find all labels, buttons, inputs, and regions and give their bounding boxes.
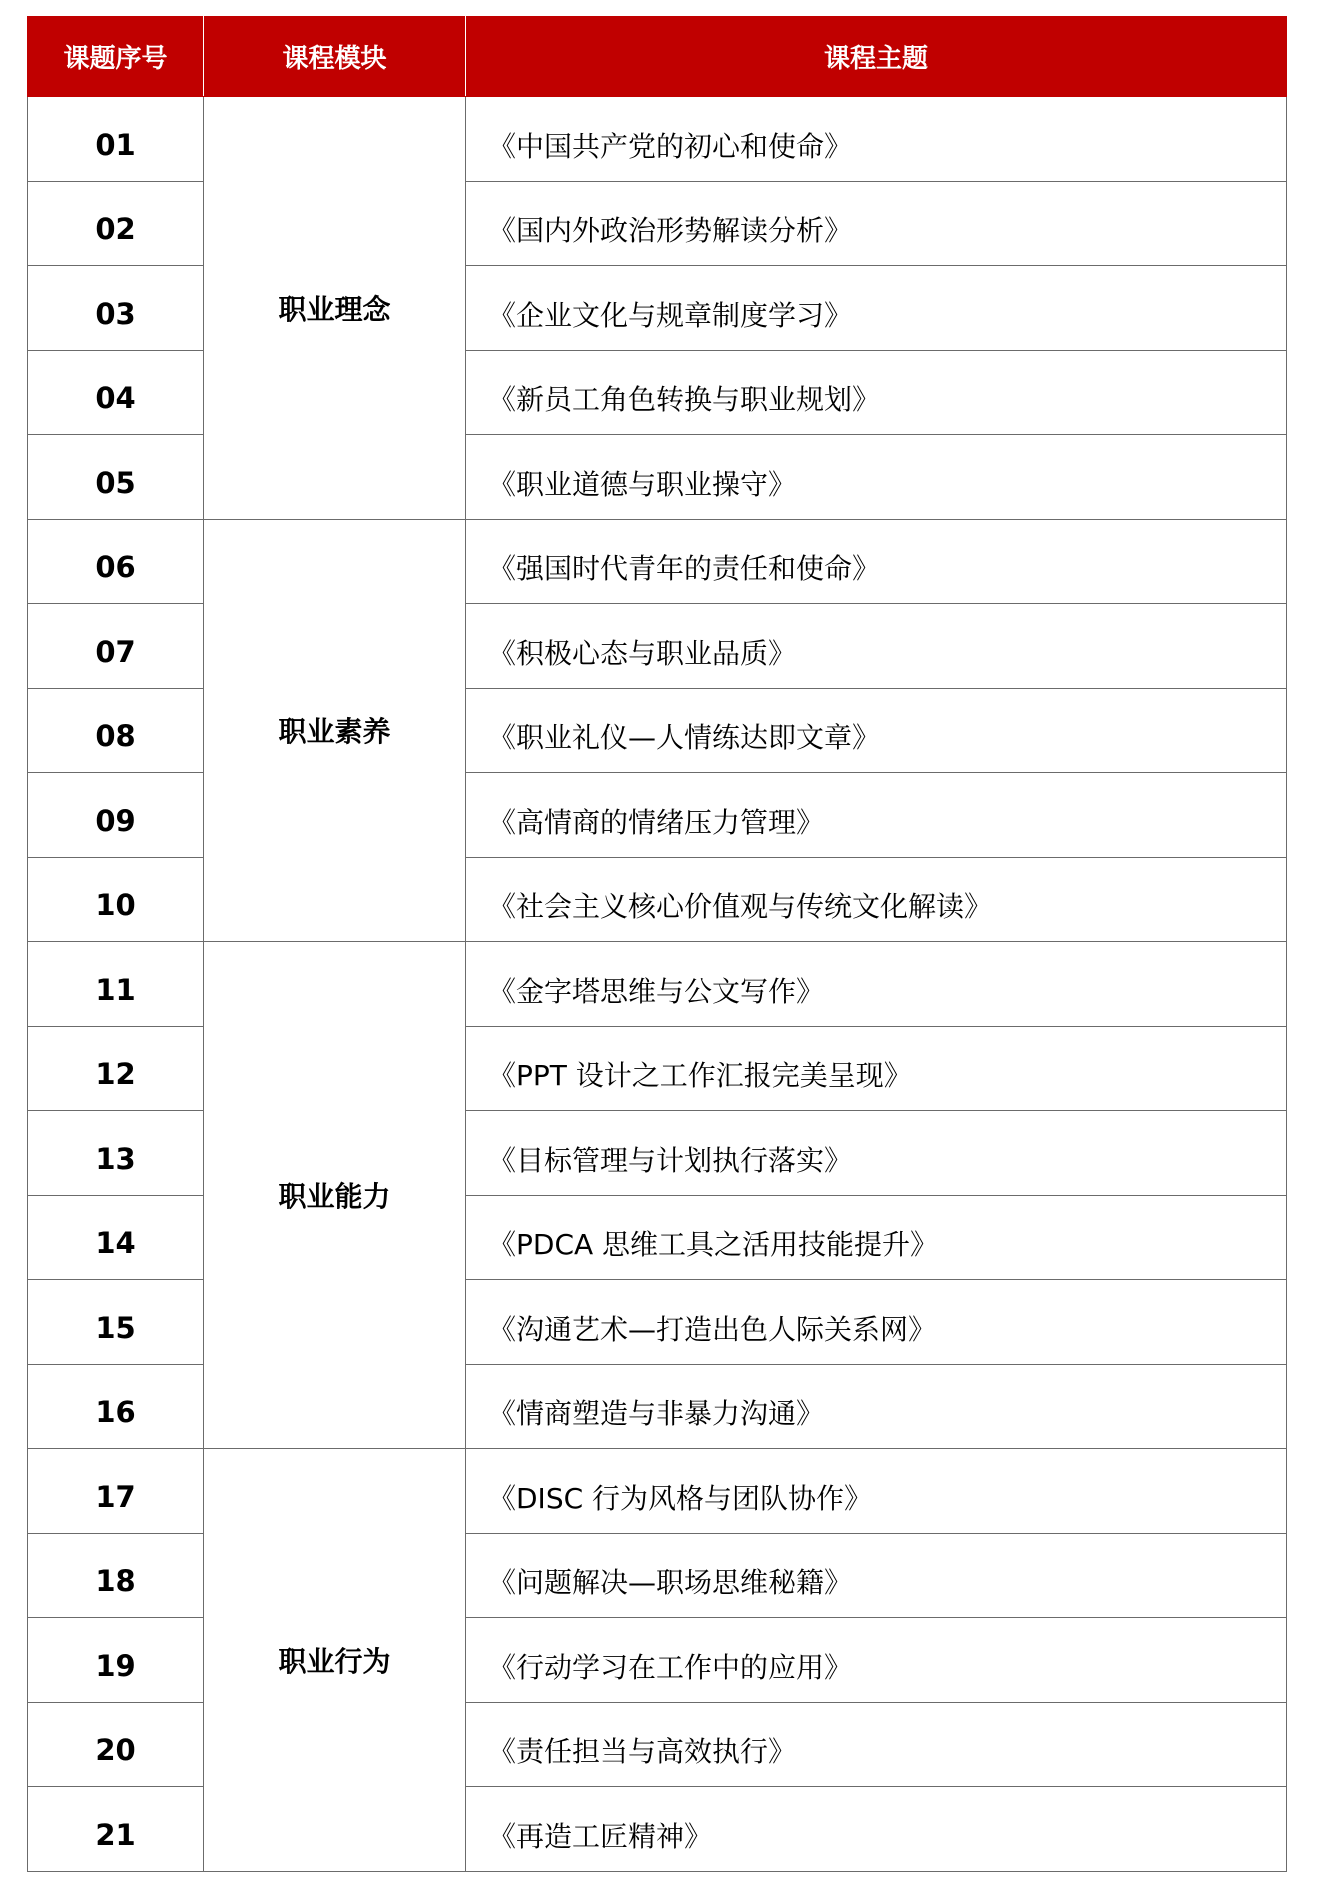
course-number: 21 [28,1787,204,1872]
course-number: 18 [28,1533,204,1618]
course-number: 04 [28,350,204,435]
course-number: 16 [28,1364,204,1449]
course-number: 02 [28,181,204,266]
course-number: 05 [28,435,204,520]
course-topic: 《PPT 设计之工作汇报完美呈现》 [466,1026,1287,1111]
course-number: 17 [28,1449,204,1534]
course-number: 15 [28,1280,204,1365]
course-topic: 《情商塑造与非暴力沟通》 [466,1364,1287,1449]
course-topic: 《责任担当与高效执行》 [466,1702,1287,1787]
course-number: 10 [28,857,204,942]
course-number: 03 [28,266,204,351]
course-module: 职业能力 [204,942,466,1449]
course-topic: 《PDCA 思维工具之活用技能提升》 [466,1195,1287,1280]
table-body [28,97,1287,1872]
course-topic: 《DISC 行为风格与团队协作》 [466,1449,1287,1534]
course-number: 08 [28,688,204,773]
course-number: 07 [28,604,204,689]
course-module: 职业行为 [204,1449,466,1872]
table-row [28,97,1287,182]
course-topic: 《社会主义核心价值观与传统文化解读》 [466,857,1287,942]
header-course-module: 课程模块 [204,17,466,97]
header-course-number: 课题序号 [28,17,204,97]
course-topic: 《新员工角色转换与职业规划》 [466,350,1287,435]
course-topic: 《积极心态与职业品质》 [466,604,1287,689]
course-number: 19 [28,1618,204,1703]
course-number: 14 [28,1195,204,1280]
table-row [28,942,1287,1027]
table-header [28,17,1287,97]
course-topic: 《强国时代青年的责任和使命》 [466,519,1287,604]
course-number: 09 [28,773,204,858]
table-row [28,519,1287,604]
course-topic: 《高情商的情绪压力管理》 [466,773,1287,858]
curriculum-table [27,16,1287,1872]
header-row [28,17,1287,97]
course-topic: 《目标管理与计划执行落实》 [466,1111,1287,1196]
course-topic: 《中国共产党的初心和使命》 [466,97,1287,182]
course-number: 01 [28,97,204,182]
course-number: 12 [28,1026,204,1111]
course-module: 职业素养 [204,519,466,942]
course-topic: 《沟通艺术—打造出色人际关系网》 [466,1280,1287,1365]
course-number: 06 [28,519,204,604]
course-module: 职业理念 [204,97,466,520]
course-topic: 《企业文化与规章制度学习》 [466,266,1287,351]
table-row [28,1449,1287,1534]
course-topic: 《国内外政治形势解读分析》 [466,181,1287,266]
header-course-topic: 课程主题 [466,17,1287,97]
course-topic: 《金字塔思维与公文写作》 [466,942,1287,1027]
course-topic: 《职业道德与职业操守》 [466,435,1287,520]
course-topic: 《再造工匠精神》 [466,1787,1287,1872]
course-number: 13 [28,1111,204,1196]
course-topic: 《职业礼仪—人情练达即文章》 [466,688,1287,773]
course-topic: 《行动学习在工作中的应用》 [466,1618,1287,1703]
course-number: 20 [28,1702,204,1787]
course-number: 11 [28,942,204,1027]
course-topic: 《问题解决—职场思维秘籍》 [466,1533,1287,1618]
